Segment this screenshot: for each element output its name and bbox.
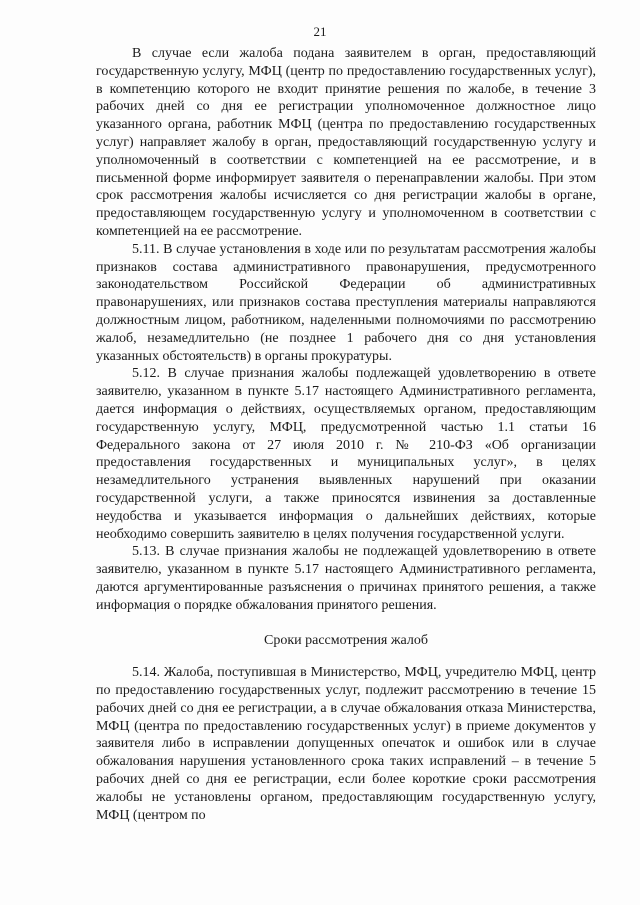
paragraph-5-11: 5.11. В случае установления в ходе или по результатам рассмотрения жалобы признаков состава административного правонарушения, предусмотренного законодательством Российской Федерации об административных правонарушениях, или признаков состава преступления материалы направляются должностным лицом, работником, наделенными полномочиями по рассмотрению жалоб, незамедлительно (не позднее 1 рабочего дня со дня установления указанных обстоятельств) в органы прокуратуры. — [96, 241, 596, 364]
paragraph-redirect-complaint: В случае если жалоба подана заявителем в орган, предоставляющий государственную услугу, МФЦ (центр по предоставлению государственных услуг), в компетенцию которого не входит принятие решения по жалобе, в течение 3 рабочих дней со дня ее регистрации уполномоченное должностное лицо указанного органа, работник МФЦ (центра по предоставлению государственных услуг) направляет жалобу в орган, предоставляющий государственную услугу и уполномоченный в соответствии с компетенцией на ее рассмотрение, и в письменной форме информирует заявителя о перенаправлении жалобы. При этом срок рассмотрения жалобы исчисляется со дня регистрации жалобы в органе, предоставляющем государственную услугу и уполномоченном в соответствии с компетенцией на ее рассмотрение. — [96, 46, 596, 239]
paragraph-5-14: 5.14. Жалоба, поступившая в Министерство, МФЦ, учредителю МФЦ, центр по предоставлению государственных услуг, подлежит рассмотрению в течение 15 рабочих дней со дня ее регистрации, а в случае обжалования отказа Министерства, МФЦ (центра по предоставлению государственных услуг) в приеме документов у заявителя либо в исправлении допущенных опечаток и ошибок или в случае обжалования нарушения установленного срока таких исправлений – в течение 5 рабочих дней со дня ее регистрации, если более короткие сроки рассмотрения жалобы не установлены органом, предоставляющим государственную услугу, МФЦ (центром по — [96, 665, 596, 823]
section-heading: Сроки рассмотрения жалоб — [264, 632, 428, 648]
paragraph-5-13: 5.13. В случае признания жалобы не подлежащей удовлетворению в ответе заявителю, указанном в пункте 5.17 настоящего Административного регламента, даются аргументированные разъяснения о причинах принятого решения, а также информация о порядке обжалования принятого решения. — [96, 544, 596, 613]
document-body — [96, 45, 596, 824]
page-number: 21 — [313, 24, 327, 39]
paragraph-5-12: 5.12. В случае признания жалобы подлежащей удовлетворению в ответе заявителю, указанном в пункте 5.17 настоящего Административного регламента, дается информация о действиях, осуществляемых органом, предоставляющим государственную услугу, МФЦ, предусмотренной частью 1.1 статьи 16 Федерального закона от 27 июля 2010 г. № 210-ФЗ «Об организации предоставления государственных и муниципальных услуг», в целях незамедлительного устранения выявленных нарушений при оказании государственной услуги, а также приносятся извинения за доставленные неудобства и указывается информация о дальнейших действиях, которые необходимо совершить заявителю в целях получения государственной услуги. — [96, 366, 596, 542]
